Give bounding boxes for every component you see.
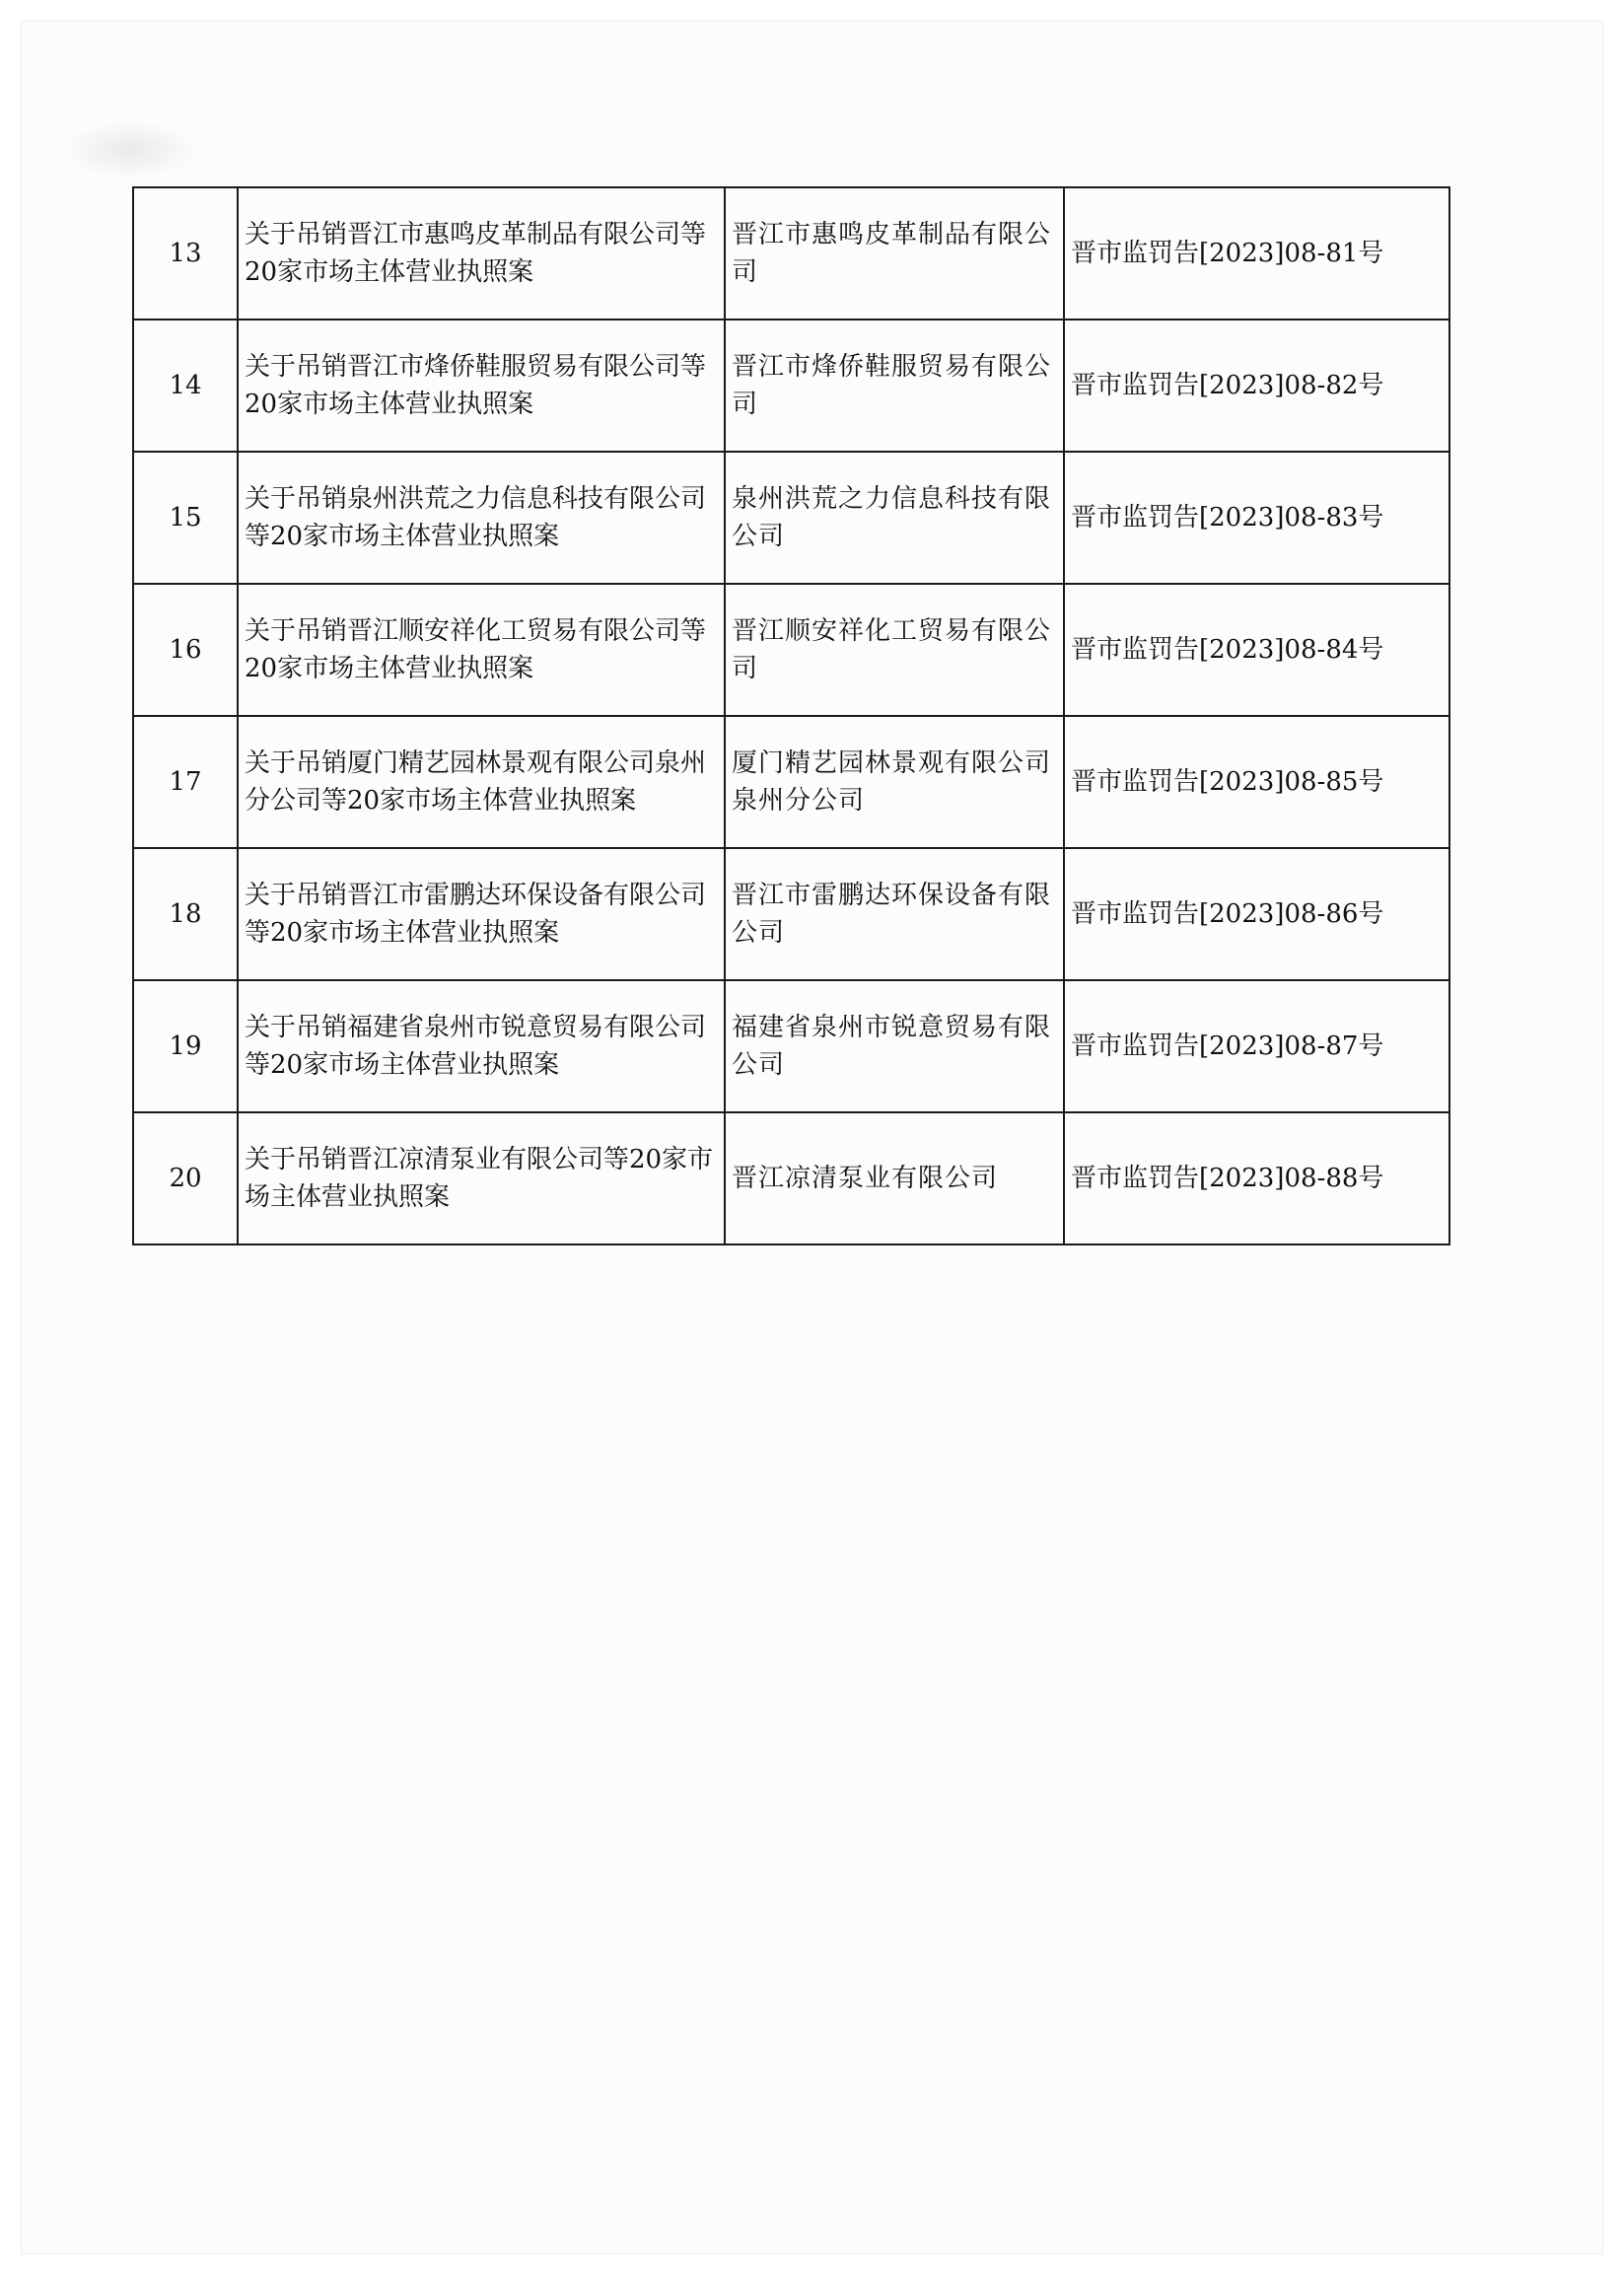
party-name: 厦门精艺园林景观有限公司泉州分公司 [725,716,1064,848]
case-title: 关于吊销晋江市雷鹏达环保设备有限公司等20家市场主体营业执照案 [238,848,725,980]
document-number: 晋市监罚告[2023]08-82号 [1064,320,1449,452]
party-name: 晋江凉清泵业有限公司 [725,1112,1064,1244]
row-number: 14 [133,320,238,452]
row-number: 16 [133,584,238,716]
case-title: 关于吊销晋江市惠鸣皮革制品有限公司等20家市场主体营业执照案 [238,187,725,320]
table-row [133,584,1449,716]
case-title: 关于吊销厦门精艺园林景观有限公司泉州分公司等20家市场主体营业执照案 [238,716,725,848]
document-number: 晋市监罚告[2023]08-86号 [1064,848,1449,980]
table-row [133,452,1449,584]
document-number: 晋市监罚告[2023]08-87号 [1064,980,1449,1112]
row-number: 13 [133,187,238,320]
row-number: 20 [133,1112,238,1244]
document-number: 晋市监罚告[2023]08-81号 [1064,187,1449,320]
table-row [133,1112,1449,1244]
party-name: 福建省泉州市锐意贸易有限公司 [725,980,1064,1112]
scan-smudge [61,120,199,179]
case-title: 关于吊销晋江凉清泵业有限公司等20家市场主体营业执照案 [238,1112,725,1244]
party-name: 晋江市烽侨鞋服贸易有限公司 [725,320,1064,452]
row-number: 15 [133,452,238,584]
case-title: 关于吊销晋江市烽侨鞋服贸易有限公司等20家市场主体营业执照案 [238,320,725,452]
penalty-case-table [132,186,1450,1245]
table-row [133,848,1449,980]
case-title: 关于吊销福建省泉州市锐意贸易有限公司等20家市场主体营业执照案 [238,980,725,1112]
table-row [133,716,1449,848]
table-row [133,320,1449,452]
party-name: 泉州洪荒之力信息科技有限公司 [725,452,1064,584]
party-name: 晋江顺安祥化工贸易有限公司 [725,584,1064,716]
document-number: 晋市监罚告[2023]08-88号 [1064,1112,1449,1244]
case-title: 关于吊销泉州洪荒之力信息科技有限公司等20家市场主体营业执照案 [238,452,725,584]
document-number: 晋市监罚告[2023]08-85号 [1064,716,1449,848]
row-number: 17 [133,716,238,848]
table-row [133,980,1449,1112]
document-number: 晋市监罚告[2023]08-83号 [1064,452,1449,584]
party-name: 晋江市惠鸣皮革制品有限公司 [725,187,1064,320]
party-name: 晋江市雷鹏达环保设备有限公司 [725,848,1064,980]
case-title: 关于吊销晋江顺安祥化工贸易有限公司等20家市场主体营业执照案 [238,584,725,716]
row-number: 18 [133,848,238,980]
document-number: 晋市监罚告[2023]08-84号 [1064,584,1449,716]
table-row [133,187,1449,320]
row-number: 19 [133,980,238,1112]
